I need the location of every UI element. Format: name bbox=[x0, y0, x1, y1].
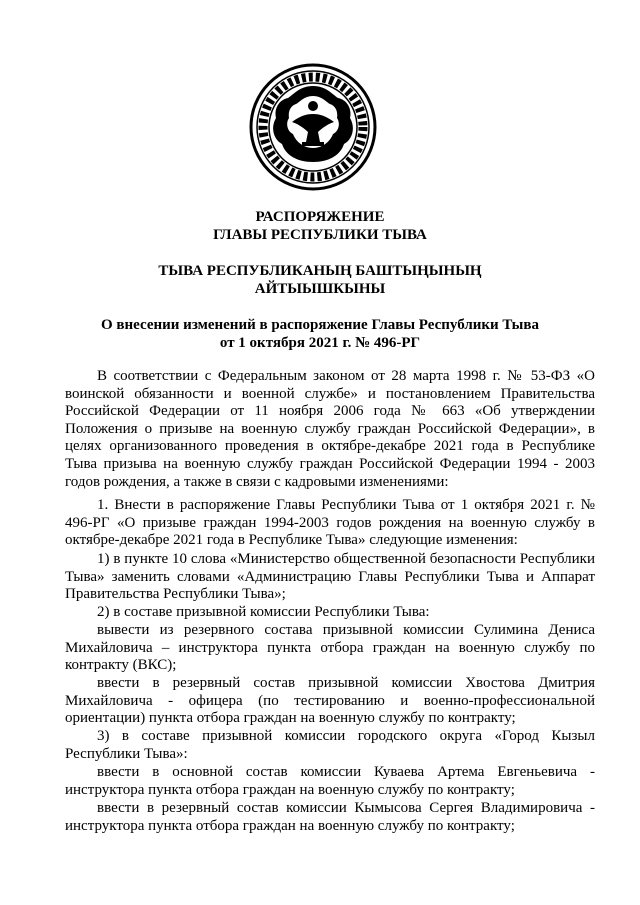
subitem-2-paragraph: 2) в составе призывной комиссии Республики Тыва: bbox=[97, 604, 430, 620]
title-line-2: ГЛАВЫ РЕСПУБЛИКИ ТЫВА bbox=[213, 227, 427, 243]
tuvan-title bbox=[0, 262, 640, 298]
title-line-1: РАСПОРЯЖЕНИЕ bbox=[255, 209, 385, 225]
tuvan-title-line-1: ТЫВА РЕСПУБЛИКАНЫҢ БАШТЫҢЫНЫҢ bbox=[158, 263, 482, 279]
subitem-1-paragraph: 1) в пункте 10 слова «Министерство общественной безопасности Республики Тыва» заменить словами «Администрацию Главы Республики Тыва и Аппарат Правительства Республики Тыва»; bbox=[65, 551, 595, 603]
tuvan-title-line-2: АЙТЫЫШКЫНЫ bbox=[254, 281, 386, 297]
document-title bbox=[0, 208, 640, 244]
preamble-paragraph: В соответствии с Федеральным законом от 28 марта 1998 г. № 53-ФЗ «О воинской обязанности и военной службе» и постановлением Правительства Российской Федерации от 11 ноября 2006 года № 663 «Об утверждении Положения о призыве на военную службу граждан Российской Федерации», в целях организованного проведения в октябре-декабре 2021 года в Республике Тыва призыва на военную службу граждан Российской Федерации 1994 - 2003 годов рождения, а также в связи с кадровыми изменениями: bbox=[65, 368, 595, 490]
subitem-2b-paragraph: ввести в резервный состав призывной комиссии Хвостова Дмитрия Михайловича - офицера (по тестированию и военно-профессиональной ориентации) пункта отбора граждан на военную службу по контракту; bbox=[65, 675, 595, 727]
subitem-3-paragraph: 3) в составе призывной комиссии городского округа «Город Кызыл Республики Тыва»: bbox=[65, 728, 595, 762]
document-subject bbox=[0, 316, 640, 352]
subject-line-1: О внесении изменений в распоряжение Главы Республики Тыва bbox=[101, 317, 539, 333]
item-1-paragraph: 1. Внести в распоряжение Главы Республики Тыва от 1 октября 2021 г. № 496-РГ «О призыве граждан 1994-2003 годов рождения на военную службу в октябре-декабре 2021 года в Республике Тыва» следующие изменения: bbox=[65, 497, 595, 549]
tuva-coat-of-arms-icon bbox=[248, 62, 378, 192]
subject-line-2: от 1 октября 2021 г. № 496-РГ bbox=[219, 335, 421, 351]
subitem-3a-paragraph: ввести в основной состав комиссии Куваева Артема Евгеньевича - инструктора пункта отбора граждан на военную службу по контракту; bbox=[65, 764, 595, 798]
subitem-3b-paragraph: ввести в резервный состав комиссии Кымысова Сергея Владимировича - инструктора пункта отбора граждан на военную службу по контракту; bbox=[65, 800, 595, 834]
subitem-2a-paragraph: вывести из резервного состава призывной комиссии Сулимина Дениса Михайловича – инструктора пункта отбора граждан на военную службу по контракту (ВКС); bbox=[65, 622, 595, 674]
